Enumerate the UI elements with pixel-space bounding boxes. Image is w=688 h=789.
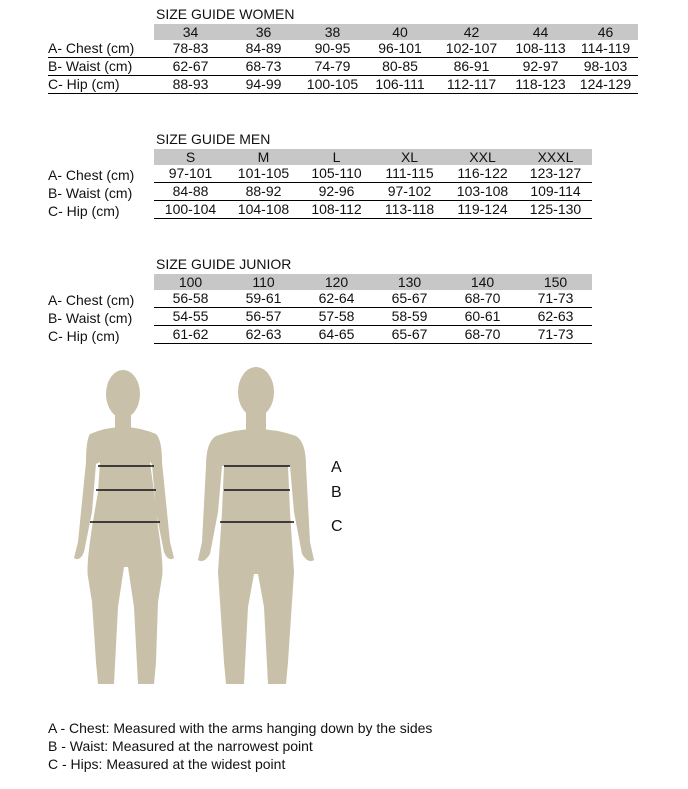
table-cell: 62-63: [227, 326, 300, 344]
table-cell: 84-88: [154, 183, 227, 201]
table-cell: 118-123: [508, 76, 573, 94]
table-row: [154, 308, 592, 326]
size-header: XXL: [446, 149, 519, 165]
size-table-women: [154, 24, 638, 94]
table-cell: 116-122: [446, 165, 519, 183]
guide-title: SIZE GUIDE WOMEN: [156, 6, 295, 22]
measurement-legend: [48, 719, 432, 773]
size-header: L: [300, 149, 373, 165]
size-header: 120: [300, 274, 373, 290]
table-cell: 56-57: [227, 308, 300, 326]
size-header: 40: [365, 24, 435, 40]
table-cell: 57-58: [300, 308, 373, 326]
table-cell: 58-59: [373, 308, 446, 326]
table-cell: 112-117: [435, 76, 508, 94]
table-cell: 78-83: [154, 40, 227, 58]
row-labels: [48, 39, 158, 93]
table-cell: 65-67: [373, 290, 446, 308]
size-header: M: [227, 149, 300, 165]
row-label-waist: B- Waist (cm): [48, 185, 133, 201]
row-divider: [48, 57, 154, 58]
table-cell: 64-65: [300, 326, 373, 344]
size-table-men: [154, 149, 592, 219]
table-cell: 92-97: [508, 58, 573, 76]
size-header: 42: [435, 24, 508, 40]
header-row: [154, 149, 592, 165]
table-cell: 54-55: [154, 308, 227, 326]
row-label-waist: B- Waist (cm): [48, 58, 133, 74]
table-cell: 108-113: [508, 40, 573, 58]
table-cell: 62-64: [300, 290, 373, 308]
legend-hips: C - Hips: Measured at the widest point: [48, 756, 286, 772]
row-label-chest: A- Chest (cm): [48, 40, 135, 56]
row-labels: [48, 291, 158, 345]
table-cell: 88-92: [227, 183, 300, 201]
table-cell: 62-63: [519, 308, 592, 326]
table-cell: 114-119: [573, 40, 638, 58]
row-label-chest: A- Chest (cm): [48, 292, 135, 308]
table-cell: 100-105: [300, 76, 365, 94]
table-row: [154, 165, 592, 183]
legend-chest: A - Chest: Measured with the arms hanging down by the sides: [48, 720, 433, 736]
guide-title: SIZE GUIDE JUNIOR: [156, 256, 292, 272]
marker-letter-b: B: [331, 484, 342, 501]
size-header: 150: [519, 274, 592, 290]
legend-waist: B - Waist: Measured at the narrowest point: [48, 738, 313, 754]
table-cell: 102-107: [435, 40, 508, 58]
table-cell: 113-118: [373, 201, 446, 219]
size-header: 34: [154, 24, 227, 40]
table-row: [154, 183, 592, 201]
table-cell: 84-89: [227, 40, 300, 58]
table-cell: 86-91: [435, 58, 508, 76]
table-cell: 101-105: [227, 165, 300, 183]
size-header: 100: [154, 274, 227, 290]
row-divider: [48, 75, 154, 76]
female-silhouette: [74, 370, 174, 684]
table-cell: 100-104: [154, 201, 227, 219]
marker-letter-a: A: [331, 459, 342, 476]
table-cell: 111-115: [373, 165, 446, 183]
header-row: [154, 24, 638, 40]
table-cell: 96-101: [365, 40, 435, 58]
table-cell: 68-70: [446, 290, 519, 308]
table-cell: 71-73: [519, 290, 592, 308]
table-cell: 109-114: [519, 183, 592, 201]
size-table-junior: [154, 274, 592, 344]
size-header: S: [154, 149, 227, 165]
table-cell: 98-103: [573, 58, 638, 76]
table-row: [154, 58, 638, 76]
size-header: XXXL: [519, 149, 592, 165]
table-cell: 124-129: [573, 76, 638, 94]
header-row: [154, 274, 592, 290]
table-cell: 103-108: [446, 183, 519, 201]
size-header: 46: [573, 24, 638, 40]
row-labels: [48, 166, 158, 220]
row-label-hip: C- Hip (cm): [48, 328, 120, 344]
body-measurement-figure: [70, 362, 330, 702]
row-label-chest: A- Chest (cm): [48, 167, 135, 183]
marker-letter-c: C: [331, 518, 343, 535]
table-cell: 90-95: [300, 40, 365, 58]
table-cell: 106-111: [365, 76, 435, 94]
row-label-waist: B- Waist (cm): [48, 310, 133, 326]
table-row: [154, 40, 638, 58]
table-cell: 56-58: [154, 290, 227, 308]
row-divider: [48, 93, 154, 94]
table-row: [154, 76, 638, 94]
table-cell: 88-93: [154, 76, 227, 94]
size-header: 38: [300, 24, 365, 40]
size-header: 140: [446, 274, 519, 290]
table-cell: 60-61: [446, 308, 519, 326]
table-cell: 74-79: [300, 58, 365, 76]
table-cell: 62-67: [154, 58, 227, 76]
table-cell: 71-73: [519, 326, 592, 344]
row-label-hip: C- Hip (cm): [48, 76, 120, 92]
table-cell: 80-85: [365, 58, 435, 76]
table-cell: 105-110: [300, 165, 373, 183]
table-cell: 97-102: [373, 183, 446, 201]
row-label-hip: C- Hip (cm): [48, 203, 120, 219]
guide-title: SIZE GUIDE MEN: [156, 131, 271, 147]
table-cell: 119-124: [446, 201, 519, 219]
table-cell: 97-101: [154, 165, 227, 183]
male-silhouette: [198, 367, 314, 684]
table-cell: 123-127: [519, 165, 592, 183]
size-header: 130: [373, 274, 446, 290]
size-header: 110: [227, 274, 300, 290]
table-cell: 94-99: [227, 76, 300, 94]
table-cell: 108-112: [300, 201, 373, 219]
size-header: XL: [373, 149, 446, 165]
table-cell: 125-130: [519, 201, 592, 219]
table-cell: 92-96: [300, 183, 373, 201]
table-cell: 68-73: [227, 58, 300, 76]
table-cell: 61-62: [154, 326, 227, 344]
table-row: [154, 326, 592, 344]
table-cell: 68-70: [446, 326, 519, 344]
table-row: [154, 201, 592, 219]
size-header: 36: [227, 24, 300, 40]
table-row: [154, 290, 592, 308]
table-cell: 104-108: [227, 201, 300, 219]
table-cell: 59-61: [227, 290, 300, 308]
size-header: 44: [508, 24, 573, 40]
table-cell: 65-67: [373, 326, 446, 344]
